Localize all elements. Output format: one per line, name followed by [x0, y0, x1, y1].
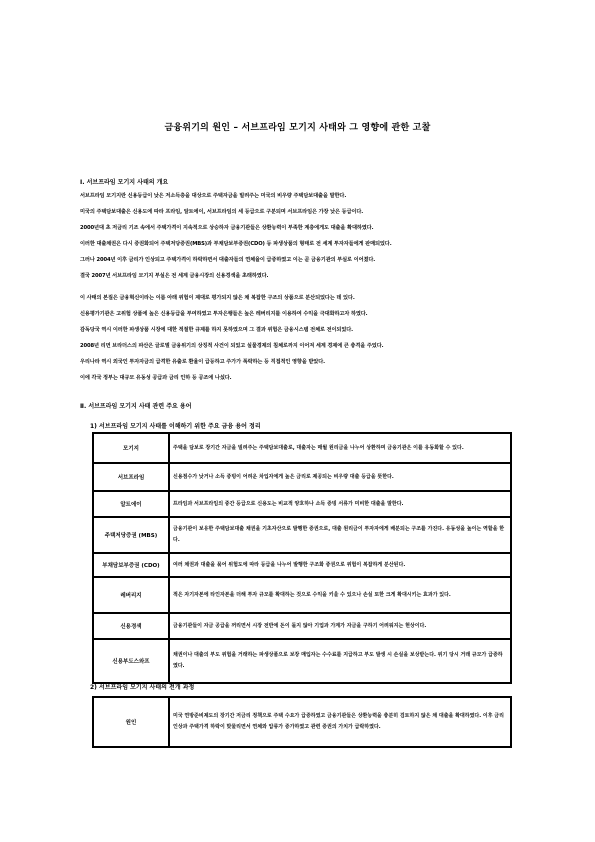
document-title: 금융위기의 원인 – 서브프라임 모기지 사태와 그 영향에 관한 고찰 [164, 123, 431, 133]
description-cell: 채권이나 대출의 부도 위험을 거래하는 파생상품으로 보장 매입자는 수수료를 지급하고 부도 발생 시 손실을 보상받는다. 위기 당시 거래 규모가 급증하였다. [169, 639, 511, 683]
table-row [93, 491, 511, 517]
paragraph-line-text: 감독당국 역시 이러한 파생상품 시장에 대한 적절한 규제를 하지 못하였으며 그 결과 위험은 금융시스템 전체로 전이되었다. [80, 327, 354, 333]
overview-paragraph-2 [80, 290, 515, 386]
terms-table [92, 432, 512, 684]
term-cell: 서브프라임 [93, 463, 169, 491]
paragraph-line [80, 354, 515, 370]
table-row [93, 697, 511, 747]
section-heading-terms: Ⅱ. 서브프라임 모기지 사태 관련 주요 용어 [80, 403, 192, 410]
table-row [93, 577, 511, 613]
term-cell: 신용부도스와프 [93, 639, 169, 683]
process-subheading: 2) 서브프라임 모기지 사태의 전개 과정 [90, 684, 195, 691]
description-cell: 주택을 담보로 장기간 자금을 빌려주는 주택담보대출로, 대출자는 매월 원리금을 나누어 상환하며 금융기관은 이를 유동화할 수 있다. [169, 433, 511, 463]
terms-subheading: 1) 서브프라임 모기지 사태를 이해하기 위한 주요 금융 용어 정리 [90, 423, 261, 430]
paragraph-line [80, 252, 515, 268]
description-cell: 미국 연방준비제도의 장기간 저금리 정책으로 주택 수요가 급증하였고 금융기관들은 상환능력을 충분히 검토하지 않은 채 대출을 확대하였다. 이후 금리 인상과 주택가격 하락이 맞물리면서 연체와 압류가 증가하였고 관련 증권의 가치가 급락하였다. [169, 697, 511, 747]
paragraph-line [80, 188, 515, 204]
table-row [93, 553, 511, 577]
table-row [93, 613, 511, 639]
paragraph-line [80, 370, 515, 386]
process-table [92, 696, 512, 748]
term-cell: 모기지 [93, 433, 169, 463]
table-row [93, 433, 511, 463]
paragraph-line [80, 306, 515, 322]
paragraph-line [80, 204, 515, 220]
paragraph-line [80, 220, 515, 236]
term-cell: 원인 [93, 697, 169, 747]
table-row [93, 517, 511, 553]
paragraph-line-text: 이에 각국 정부는 대규모 유동성 공급과 금리 인하 등 공조에 나섰다. [80, 375, 232, 381]
description-cell: 적은 자기자본에 타인자본을 더해 투자 규모를 확대하는 것으로 수익을 키울 수 있으나 손실 또한 크게 확대시키는 효과가 있다. [169, 577, 511, 613]
description-cell: 금융기관들이 자금 공급을 꺼리면서 시장 전반에 돈이 돌지 않아 기업과 가계가 자금을 구하기 어려워지는 현상이다. [169, 613, 511, 639]
paragraph-line-text: 2008년 리먼 브라더스의 파산은 글로벌 금융위기의 상징적 사건이 되었고 실물경제의 침체로까지 이어져 세계 경제에 큰 충격을 주었다. [80, 343, 384, 349]
description-cell: 금융기관이 보유한 주택담보대출 채권을 기초자산으로 발행한 증권으로, 대출 원리금이 투자자에게 배분되는 구조를 가진다. 유동성을 높이는 역할을 한다. [169, 517, 511, 553]
paragraph-line-text: 그러나 2004년 이후 금리가 인상되고 주택가격이 하락하면서 대출자들의 연체율이 급증하였고 이는 곧 금융기관의 부실로 이어졌다. [80, 257, 376, 263]
term-cell: 주택저당증권 (MBS) [93, 517, 169, 553]
term-cell: 알트에이 [93, 491, 169, 517]
paragraph-line [80, 268, 515, 284]
paragraph-line-text: 서브프라임 모기지란 신용등급이 낮은 저소득층을 대상으로 주택자금을 빌려주는 미국의 비우량 주택담보대출을 말한다. [80, 193, 347, 199]
term-cell: 레버리지 [93, 577, 169, 613]
term-cell: 신용경색 [93, 613, 169, 639]
description-cell: 신용점수가 낮거나 소득 증빙이 어려운 차입자에게 높은 금리로 제공되는 비우량 대출 등급을 뜻한다. [169, 463, 511, 491]
paragraph-line [80, 290, 515, 306]
table-row [93, 463, 511, 491]
paragraph-line-text: 우리나라 역시 외국인 투자자금의 급격한 유출로 환율이 급등하고 주가가 폭락하는 등 직접적인 영향을 받았다. [80, 359, 326, 365]
description-cell: 프라임과 서브프라임의 중간 등급으로 신용도는 비교적 양호하나 소득 증빙 서류가 미비한 대출을 말한다. [169, 491, 511, 517]
paragraph-line-text: 이러한 대출채권은 다시 증권화되어 주택저당증권(MBS)과 부채담보부증권(CDO) 등 파생상품의 형태로 전 세계 투자자들에게 판매되었다. [80, 241, 392, 247]
paragraph-line-text: 이 사태의 본질은 금융혁신이라는 이름 아래 위험이 제대로 평가되지 않은 채 복잡한 구조의 상품으로 분산되었다는 데 있다. [80, 295, 355, 301]
paragraph-line-text: 미국의 주택담보대출은 신용도에 따라 프라임, 알트에이, 서브프라임의 세 등급으로 구분되며 서브프라임은 가장 낮은 등급이다. [80, 209, 364, 215]
paragraph-line-text: 신용평가기관은 고위험 상품에 높은 신용등급을 부여하였고 투자은행들은 높은 레버리지를 이용하여 수익을 극대화하고자 하였다. [80, 311, 368, 317]
paragraph-line-text: 결국 2007년 서브프라임 모기지 부실은 전 세계 금융시장의 신용경색을 초래하였다. [80, 273, 269, 279]
paragraph-line [80, 338, 515, 354]
section-heading-overview: Ⅰ. 서브프라임 모기지 사태의 개요 [80, 179, 169, 186]
overview-paragraph-1 [80, 188, 515, 284]
table-row [93, 639, 511, 683]
paragraph-line [80, 322, 515, 338]
description-cell: 여러 채권과 대출을 묶어 위험도에 따라 등급을 나누어 발행한 구조화 증권으로 위험이 복잡하게 분산된다. [169, 553, 511, 577]
paragraph-line-text: 2000년대 초 저금리 기조 속에서 주택가격이 지속적으로 상승하자 금융기관들은 상환능력이 부족한 계층에게도 대출을 확대하였다. [80, 225, 374, 231]
term-cell: 부채담보부증권 (CDO) [93, 553, 169, 577]
paragraph-line [80, 236, 515, 252]
